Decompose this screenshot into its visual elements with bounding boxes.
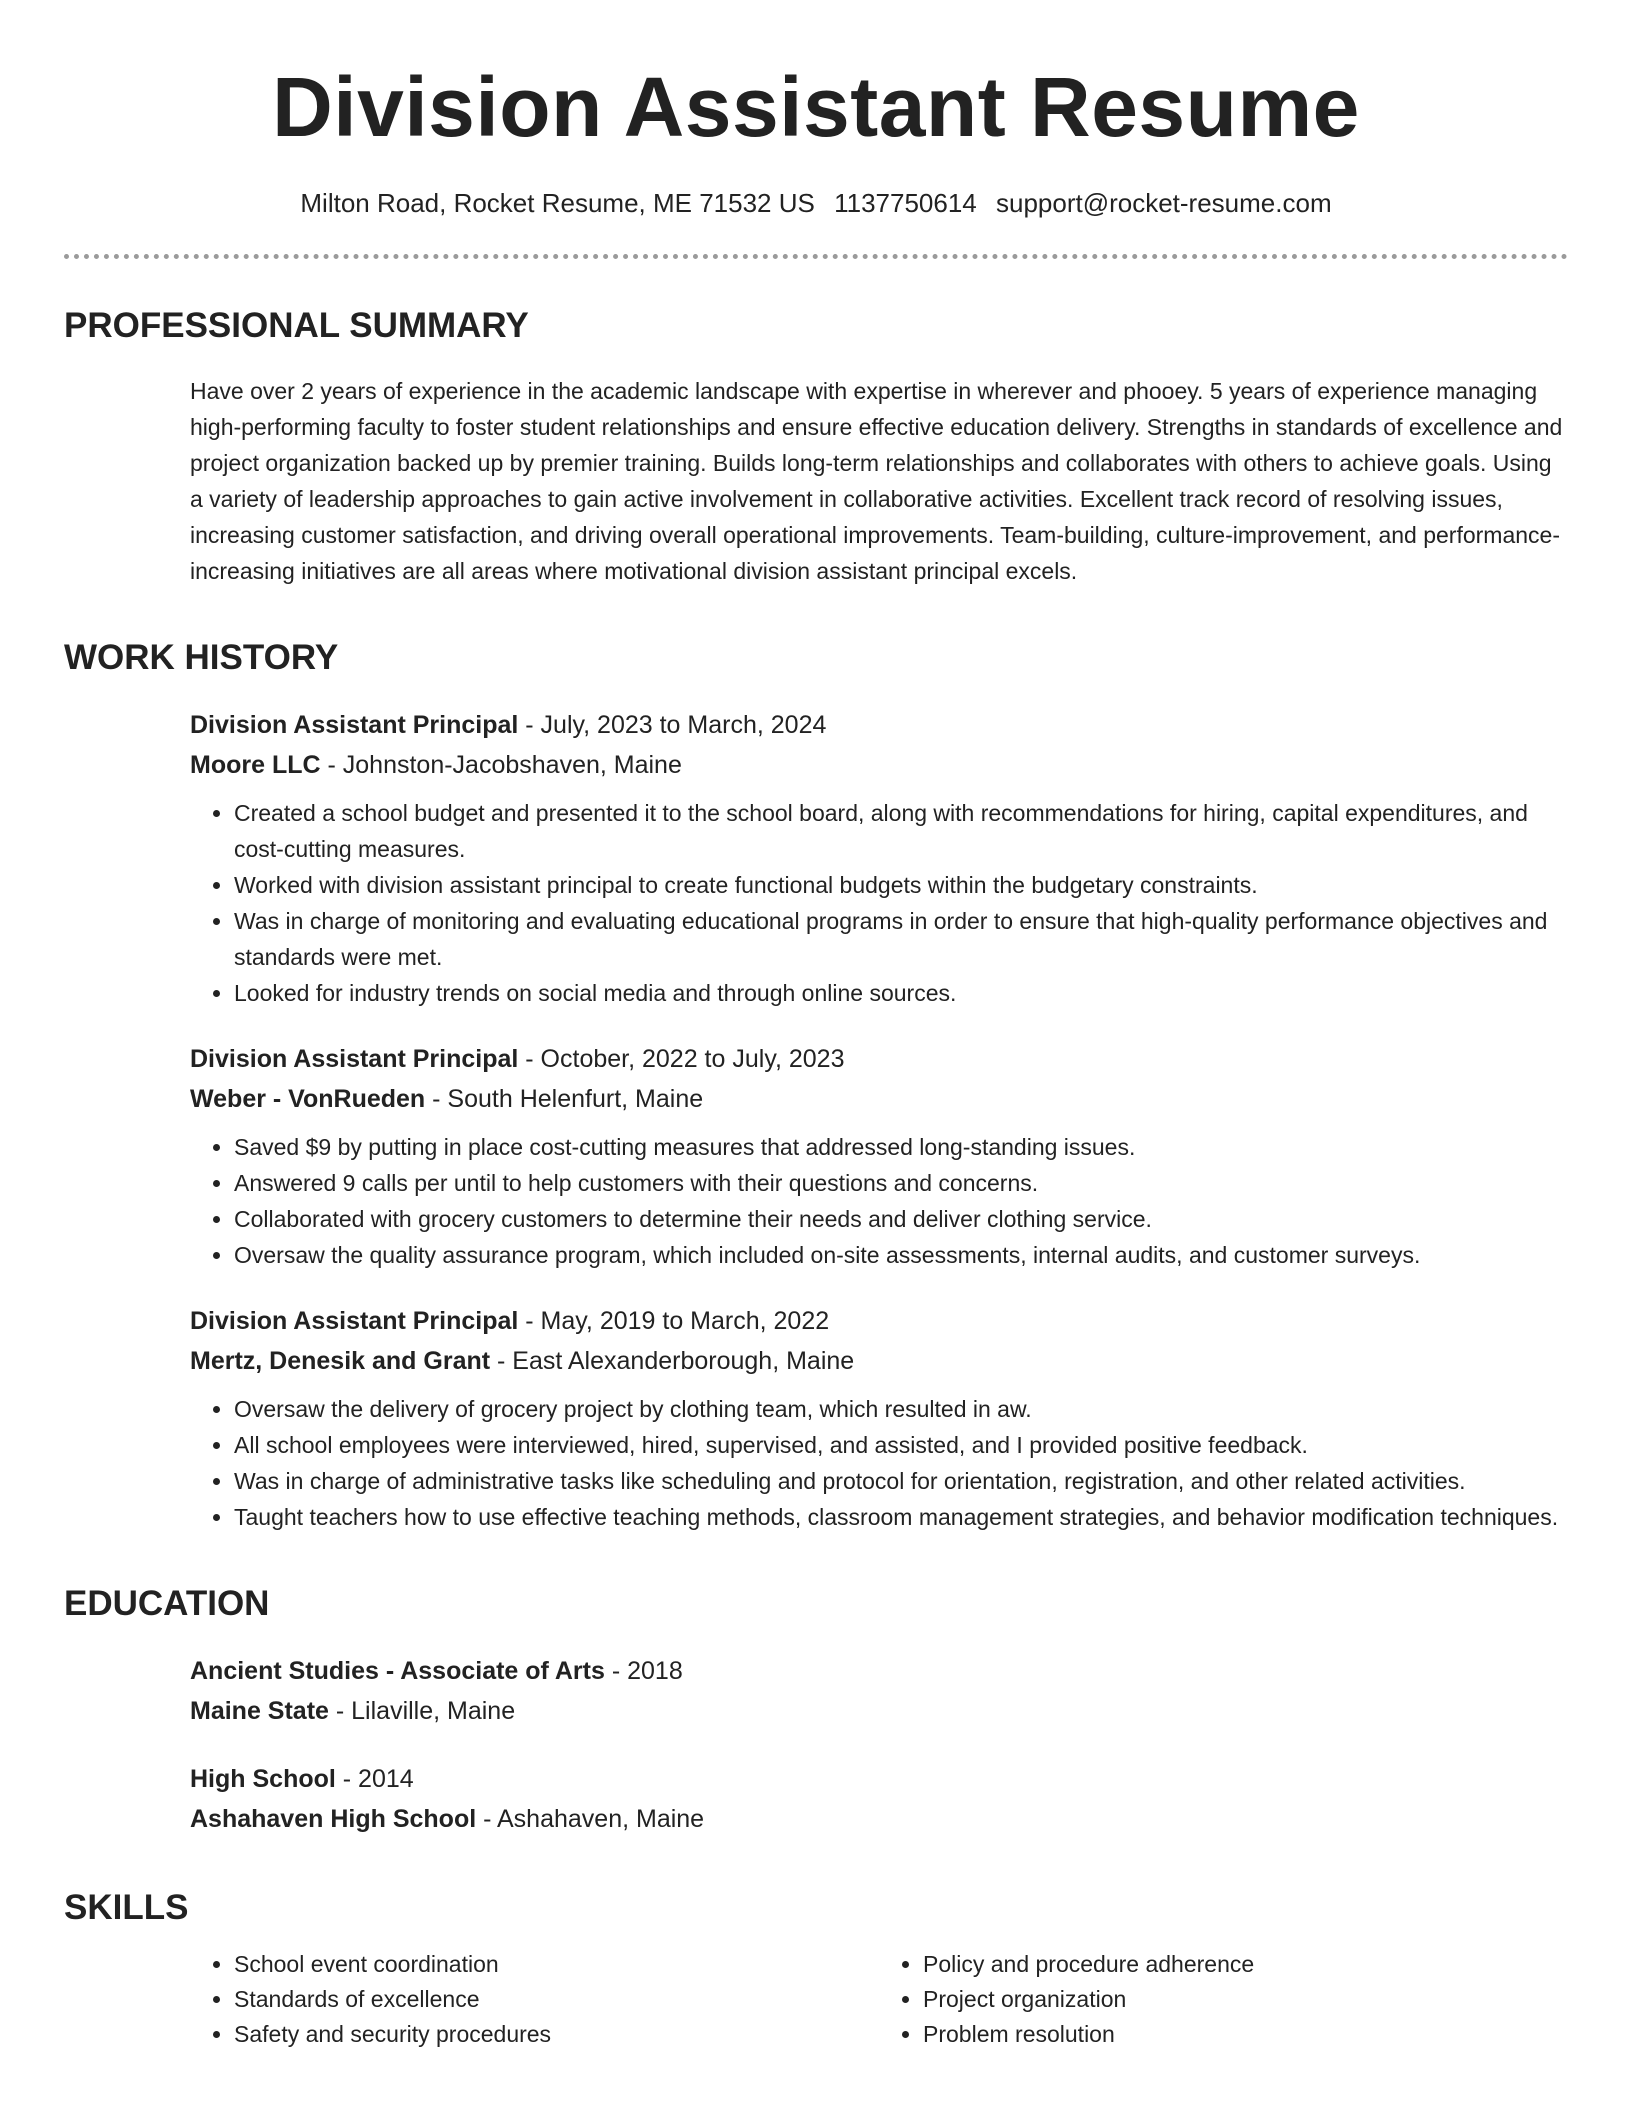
- skills-left-column: [190, 1947, 879, 2052]
- education-school-line: [190, 1691, 1568, 1731]
- education-year: - 2018: [604, 1657, 683, 1685]
- job-dates: - May, 2019 to March, 2022: [518, 1307, 830, 1335]
- education-degree-line: [190, 1651, 1568, 1691]
- header-divider: [64, 254, 1568, 259]
- job-company: Weber - VonRueden: [190, 1085, 426, 1113]
- job-role-line: [190, 705, 1568, 745]
- job-bullet: • Collaborated with grocery customers to determine their needs and deliver clothing service.: [234, 1201, 1568, 1237]
- education-heading: EDUCATION: [64, 1584, 270, 1623]
- job-location: - South Helenfurt, Maine: [425, 1085, 704, 1113]
- job-role: Division Assistant Principal: [190, 1307, 519, 1335]
- contact-address: Milton Road, Rocket Resume, ME 71532 US: [300, 188, 815, 218]
- job-company-line: [190, 1341, 1568, 1381]
- skill-item: • Standards of excellence: [234, 1982, 879, 2017]
- education-degree: High School: [190, 1765, 336, 1793]
- job-role: Division Assistant Principal: [190, 711, 519, 739]
- job-company: Mertz, Denesik and Grant: [190, 1347, 491, 1375]
- summary-text: Have over 2 years of experience in the academic landscape with expertise in wherever and phooey. 5 years of experience managing high-performing faculty to foster student relationships and ensure effective education delivery. Strengths in standards of excellence and project organization backed up by premier training. Builds long-term relationships and collaborates with others to achieve goals. Using a variety of leadership approaches to gain active involvement in collaborative activities. Excellent track record of resolving issues, increasing customer satisfaction, and driving overall operational improvements. Team-building, culture-improvement, and performance-increasing initiatives are all areas where motivational division assistant principal excels.: [190, 378, 1563, 584]
- job-bullet: • Was in charge of monitoring and evaluating educational programs in order to ensure that high-quality performance objectives and standards were met.: [234, 903, 1568, 975]
- education-school: Maine State: [190, 1697, 329, 1725]
- job-bullet: • Was in charge of administrative tasks like scheduling and protocol for orientation, registration, and other related activities.: [234, 1463, 1568, 1499]
- education-school-line: [190, 1799, 1568, 1839]
- job-company-line: [190, 745, 1568, 785]
- education-degree: Ancient Studies - Associate of Arts: [190, 1657, 605, 1685]
- job-bullets: [190, 1129, 1568, 1273]
- summary-heading: PROFESSIONAL SUMMARY: [64, 306, 529, 345]
- education-school: Ashahaven High School: [190, 1805, 477, 1833]
- job-bullet: • Oversaw the quality assurance program, which included on-site assessments, internal audits, and customer surveys.: [234, 1237, 1568, 1273]
- job-role-line: [190, 1301, 1568, 1341]
- job-bullet: • Taught teachers how to use effective teaching methods, classroom management strategies, and behavior modification techniques.: [234, 1499, 1568, 1535]
- job-bullet: • Looked for industry trends on social media and through online sources.: [234, 975, 1568, 1011]
- job-dates: - October, 2022 to July, 2023: [518, 1045, 845, 1073]
- skills-heading: SKILLS: [64, 1888, 189, 1927]
- education-location: - Ashahaven, Maine: [476, 1805, 705, 1833]
- job-bullet: • Answered 9 calls per until to help customers with their questions and concerns.: [234, 1165, 1568, 1201]
- education-location: - Lilaville, Maine: [328, 1697, 516, 1725]
- job-bullet: • All school employees were interviewed, hired, supervised, and assisted, and I provided positive feedback.: [234, 1427, 1568, 1463]
- skill-item: • School event coordination: [234, 1947, 879, 1982]
- education-entry: [190, 1759, 1568, 1839]
- education-entry: [190, 1651, 1568, 1731]
- skills-columns: [190, 1947, 1568, 2052]
- job-bullet: • Worked with division assistant principal to create functional budgets within the budgetary constraints.: [234, 867, 1568, 903]
- work-history-heading: WORK HISTORY: [64, 638, 339, 677]
- job-location: - Johnston-Jacobshaven, Maine: [320, 751, 682, 779]
- skill-item: • Safety and security procedures: [234, 2017, 879, 2052]
- job-bullet: • Saved $9 by putting in place cost-cutting measures that addressed long-standing issues.: [234, 1129, 1568, 1165]
- job-entry: [190, 1039, 1568, 1273]
- job-company-line: [190, 1079, 1568, 1119]
- skill-item: • Policy and procedure adherence: [923, 1947, 1568, 1982]
- job-bullet: • Oversaw the delivery of grocery project by clothing team, which resulted in aw.: [234, 1391, 1568, 1427]
- resume-title: Division Assistant Resume: [272, 60, 1360, 154]
- education-degree-line: [190, 1759, 1568, 1799]
- education-year: - 2014: [335, 1765, 414, 1793]
- job-entry: [190, 705, 1568, 1011]
- job-bullets: [190, 795, 1568, 1011]
- job-dates: - July, 2023 to March, 2024: [518, 711, 827, 739]
- job-bullet: • Created a school budget and presented it to the school board, along with recommendations for hiring, capital expenditures, and cost-cutting measures.: [234, 795, 1568, 867]
- job-bullets: [190, 1391, 1568, 1535]
- contact-email: support@rocket-resume.com: [995, 188, 1332, 218]
- job-entry: [190, 1301, 1568, 1535]
- job-company: Moore LLC: [190, 751, 321, 779]
- skill-item: • Project organization: [923, 1982, 1568, 2017]
- skill-item: • Problem resolution: [923, 2017, 1568, 2052]
- skills-right-column: [879, 1947, 1568, 2052]
- job-role: Division Assistant Principal: [190, 1045, 519, 1073]
- contact-phone: 1137750614: [834, 188, 977, 218]
- contact-line: [64, 186, 1568, 220]
- job-role-line: [190, 1039, 1568, 1079]
- job-location: - East Alexanderborough, Maine: [490, 1347, 855, 1375]
